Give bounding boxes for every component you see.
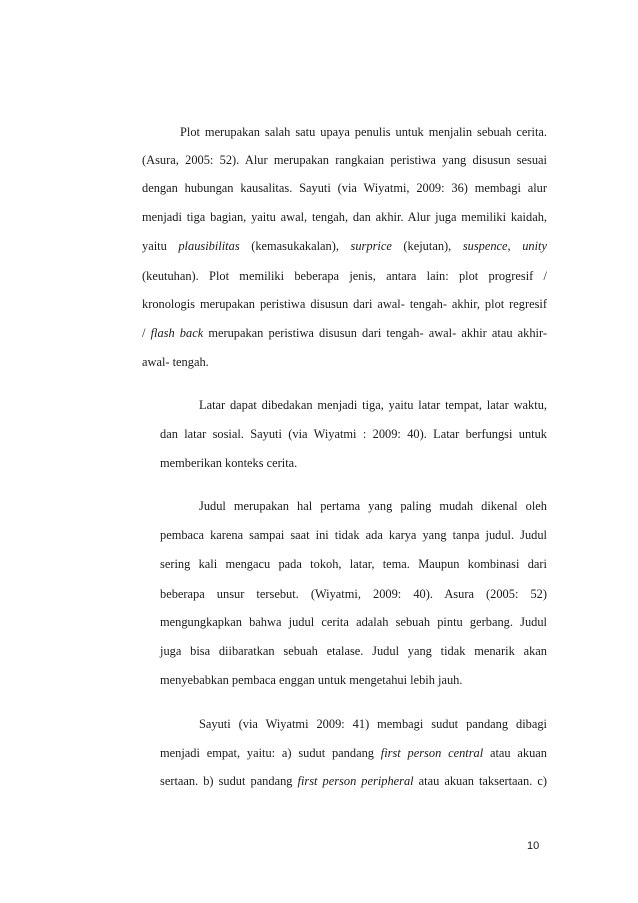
text-line: memberikan konteks cerita. xyxy=(160,456,298,470)
text-line: pembaca karena sampai saat ini tidak ada karya yang tanpa judul. Judul xyxy=(160,528,547,542)
text-line: Plot merupakan salah satu upaya penulis untuk menjalin sebuah cerita. xyxy=(180,125,547,139)
text-line: sertaan. b) sudut pandang first person peripheral atau akuan taksertaan. c) xyxy=(160,774,547,788)
text-line: juga bisa diibaratkan sebuah etalase. Judul yang tidak menarik akan xyxy=(160,644,547,658)
text-line: Judul merupakan hal pertama yang paling mudah dikenal oleh xyxy=(199,499,547,513)
text-line: dengan hubungan kausalitas. Sayuti (via Wiyatmi, 2009: 36) membagi alur xyxy=(142,181,547,195)
text-line: / flash back merupakan peristiwa disusun dari tengah- awal- akhir atau akhir- xyxy=(142,326,548,340)
text-line: yaitu plausibilitas (kemasukakalan), surprice (kejutan), suspence, unity xyxy=(142,239,547,253)
text-line: Sayuti (via Wiyatmi 2009: 41) membagi sudut pandang dibagi xyxy=(199,717,547,731)
text-line: kronologis merupakan peristiwa disusun dari awal- tengah- akhir, plot regresif xyxy=(142,297,547,311)
page-number: 10 xyxy=(527,840,540,852)
text-line: (keutuhan). Plot memiliki beberapa jenis, antara lain: plot progresif / xyxy=(142,269,547,283)
text-line: menyebabkan pembaca enggan untuk mengetahui lebih jauh. xyxy=(160,673,463,687)
text-line: awal- tengah. xyxy=(142,355,209,369)
text-line: (Asura, 2005: 52). Alur merupakan rangkaian peristiwa yang disusun sesuai xyxy=(142,153,547,167)
text-line: menjadi empat, yaitu: a) sudut pandang first person central atau akuan xyxy=(160,746,547,760)
text-line: sering kali mengacu pada tokoh, latar, tema. Maupun kombinasi dari xyxy=(160,557,547,571)
text-line: mengungkapkan bahwa judul cerita adalah sebuah pintu gerbang. Judul xyxy=(160,615,547,629)
text-line: dan latar sosial. Sayuti (via Wiyatmi : 2009: 40). Latar berfungsi untuk xyxy=(160,427,547,441)
text-line: Latar dapat dibedakan menjadi tiga, yaitu latar tempat, latar waktu, xyxy=(199,398,547,412)
text-line: menjadi tiga bagian, yaitu awal, tengah, dan akhir. Alur juga memiliki kaidah, xyxy=(142,210,547,224)
text-line: beberapa unsur tersebut. (Wiyatmi, 2009: 40). Asura (2005: 52) xyxy=(160,587,547,601)
